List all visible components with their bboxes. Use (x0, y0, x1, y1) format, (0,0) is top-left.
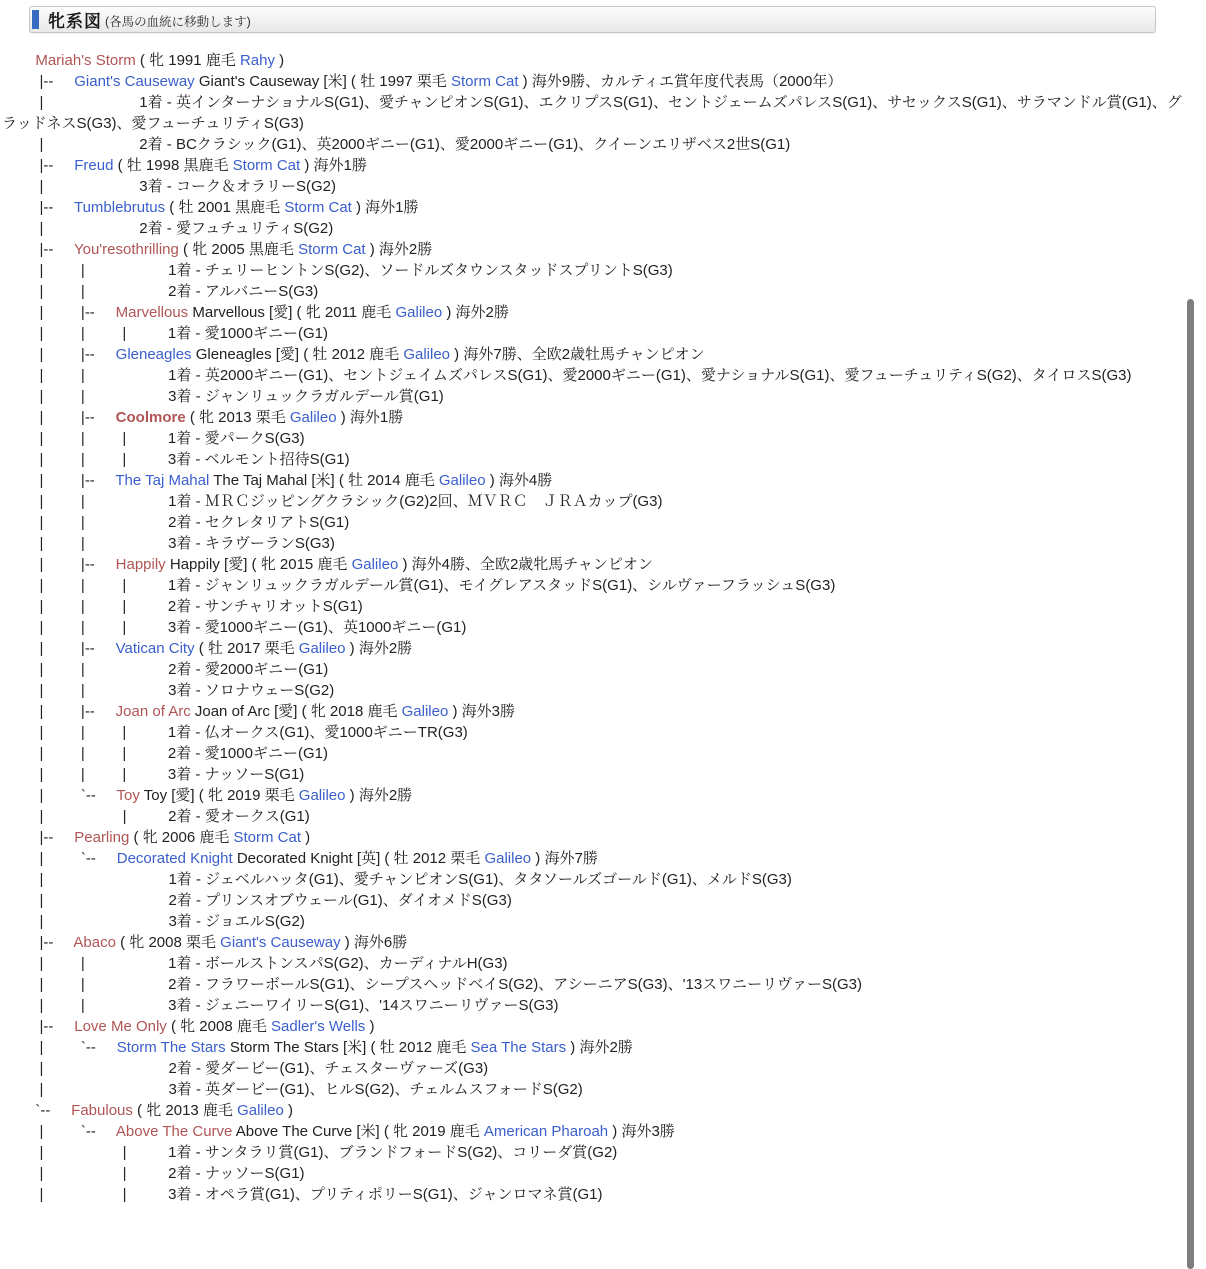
tree-prefix: | (2, 892, 169, 909)
pedigree-line (2, 491, 1184, 512)
line-text: 2着 - ナッソーS(G1) (168, 1165, 305, 1182)
tree-prefix: | | (2, 262, 169, 279)
line-text: Giant's Causeway [米] ( 牡 1997 栗毛 (194, 73, 451, 90)
pedigree-line (2, 218, 1184, 239)
pedigree-line (2, 575, 1184, 596)
line-text: ( 牡 2001 黒鹿毛 (165, 199, 285, 216)
pedigree-line (2, 1016, 1184, 1037)
line-text: ( 牝 2006 鹿毛 (129, 829, 234, 846)
pedigree-line (2, 743, 1184, 764)
line-text: ) 海外2勝 (566, 1039, 633, 1056)
line-text: ) 海外7勝、全欧2歳牡馬チャンピオン (450, 346, 705, 363)
line-text: ) 海外3勝 (608, 1123, 675, 1140)
section-accent-bar (32, 10, 39, 29)
tree-prefix: | |-- (2, 556, 116, 573)
pedigree-line (2, 1037, 1184, 1058)
line-text: 2着 - BCクラシック(G1)、英2000ギニー(G1)、愛2000ギニー(G1)、クイーンエリザベス2世S(G1) (139, 136, 791, 153)
line-text: 2着 - 愛ダービー(G1)、チェスターヴァーズ(G3) (168, 1060, 489, 1077)
section-subtitle: (各馬の血統に移動します) (105, 14, 251, 29)
current-horse-link[interactable]: Coolmore (115, 409, 186, 426)
tree-prefix: | | | (2, 766, 168, 783)
line-text: ) 海外1勝 (351, 199, 419, 216)
bloodline-link[interactable]: Rahy (239, 52, 275, 69)
line-text: ) 海外3勝 (448, 703, 516, 720)
horse-link[interactable]: Joan of Arc (115, 703, 191, 720)
bloodline-link[interactable]: Storm The Stars (116, 1039, 226, 1056)
pedigree-line (2, 911, 1184, 932)
tree-prefix: | | (2, 955, 169, 972)
tree-prefix: | | | (2, 598, 168, 615)
tree-prefix: | (2, 220, 140, 237)
tree-prefix: | | (2, 808, 169, 825)
pedigree-line (2, 302, 1184, 323)
bloodline-link[interactable]: Freud (74, 157, 114, 174)
pedigree-line (2, 680, 1184, 701)
pedigree-line (2, 365, 1184, 386)
tree-prefix: |-- (2, 157, 75, 174)
bloodline-link[interactable]: The Taj Mahal (115, 472, 210, 489)
tree-prefix: | |-- (2, 472, 116, 489)
horse-link[interactable]: Abaco (73, 934, 116, 951)
tree-prefix: |-- (2, 934, 74, 951)
bloodline-link[interactable]: Galileo (395, 304, 443, 321)
pedigree-line (2, 323, 1184, 344)
line-text: ) 海外1勝 (300, 157, 367, 174)
pedigree-line (2, 806, 1184, 827)
line-text: Gleneagles [愛] ( 牡 2012 鹿毛 (191, 346, 404, 363)
horse-link[interactable]: Toy (116, 787, 140, 804)
tree-prefix: | | (2, 367, 169, 384)
tree-prefix: | | | (2, 451, 168, 468)
line-text: ) 海外2勝 (442, 304, 509, 321)
line-text: 1着 - 英インターナショナルS(G1)、愛チャンピオンS(G1)、エクリプスS(G1)、セントジェームズパレスS(G1)、サセックスS(G1)、サラマンドル賞(G1)、グラッドネスS(G3)、愛フューチュリティS(G3) (2, 94, 1182, 132)
tree-prefix: | | (2, 1186, 169, 1203)
line-text: ( 牝 2005 黒鹿毛 (178, 241, 299, 258)
pedigree-line (2, 1142, 1184, 1163)
line-text: 1着 - チェリーヒントンS(G2)、ソードルズタウンスタッドスプリントS(G3) (168, 262, 673, 279)
line-text: ) (283, 1102, 293, 1119)
tree-prefix: |-- (2, 73, 75, 90)
tree-prefix: |-- (2, 1018, 75, 1035)
pedigree-line (2, 260, 1184, 281)
tree-prefix: `-- (2, 1102, 72, 1119)
pedigree-line (2, 533, 1184, 554)
tree-prefix: | (2, 94, 140, 111)
tree-prefix: | (2, 871, 169, 888)
bloodline-link[interactable]: Galileo (403, 346, 451, 363)
line-text: 1着 - 愛パークS(G3) (167, 430, 305, 447)
tree-prefix: | | (2, 682, 169, 699)
bloodline-link[interactable]: Giant's Causeway (220, 934, 341, 951)
tree-prefix: | |-- (2, 304, 116, 321)
line-text: 1着 - 愛1000ギニー(G1) (167, 325, 328, 342)
bloodline-link[interactable]: Decorated Knight (116, 850, 233, 867)
tree-prefix: | (2, 136, 140, 153)
line-text: 1着 - 英2000ギニー(G1)、セントジェイムズパレスS(G1)、愛2000ギニー(G1)、愛ナショナルS(G1)、愛フューチュリティS(G2)、タイロスS(G3) (168, 367, 1132, 384)
tree-prefix: | | (2, 661, 169, 678)
pedigree-line (2, 785, 1184, 806)
tree-prefix: | | (2, 283, 169, 300)
line-text: 2着 - アルバニーS(G3) (168, 283, 319, 300)
line-text: ) 海外4勝 (485, 472, 553, 489)
line-text: ) 海外4勝、全欧2歳牝馬チャンピオン (398, 556, 653, 573)
line-text: ) 海外6勝 (340, 934, 408, 951)
scrollbar-thumb[interactable] (1187, 299, 1194, 1269)
bloodline-link[interactable]: Tumblebrutus (73, 199, 166, 216)
pedigree-line (2, 932, 1184, 953)
line-text: ( 牝 2013 栗毛 (185, 409, 290, 426)
bloodline-link[interactable]: Galileo (438, 472, 486, 489)
bloodline-link[interactable]: Galileo (237, 1102, 284, 1119)
pedigree-line (2, 1163, 1184, 1184)
line-text: 3着 - 愛1000ギニー(G1)、英1000ギニー(G1) (167, 619, 467, 636)
line-text: ) (365, 1018, 375, 1035)
bloodline-link[interactable]: Galileo (298, 787, 346, 804)
pedigree-line (2, 407, 1184, 428)
horse-link[interactable]: Pearling (74, 829, 130, 846)
line-text: Joan of Arc [愛] ( 牝 2018 鹿毛 (190, 703, 402, 720)
section-header (29, 6, 1156, 33)
pedigree-line (2, 428, 1184, 449)
tree-prefix: | | (2, 1144, 169, 1161)
line-text: 3着 - 英ダービー(G1)、ヒルS(G2)、チェルムスフォードS(G2) (168, 1081, 583, 1098)
horse-link[interactable]: Mariah's Storm (35, 52, 136, 69)
line-text: 3着 - ジャンリュックラガルデール賞(G1) (168, 388, 444, 405)
pedigree-line (2, 344, 1184, 365)
tree-prefix: | | (2, 997, 169, 1014)
tree-prefix: | `-- (2, 787, 117, 804)
bloodline-link[interactable]: Sadler's Wells (271, 1018, 366, 1035)
tree-prefix: | | | (2, 430, 168, 447)
tree-prefix: | | (2, 535, 169, 552)
tree-prefix: | `-- (2, 1123, 116, 1140)
tree-prefix: |-- (2, 199, 74, 216)
pedigree-line (2, 827, 1184, 848)
tree-prefix: | (2, 913, 169, 930)
tree-prefix: | |-- (2, 640, 116, 657)
pedigree-line (2, 974, 1184, 995)
line-text: ( 牡 2017 栗毛 (194, 640, 299, 657)
pedigree-line (2, 995, 1184, 1016)
bloodline-link[interactable]: Storm Cat (298, 241, 366, 258)
bloodline-link[interactable]: Sea The Stars (470, 1039, 567, 1056)
tree-prefix: | |-- (2, 703, 116, 720)
pedigree-line (2, 1058, 1184, 1079)
pedigree-line (2, 449, 1184, 470)
bloodline-link[interactable]: Galileo (401, 703, 449, 720)
pedigree-line (2, 848, 1184, 869)
bloodline-link[interactable]: Giant's Causeway (74, 73, 195, 90)
pedigree-line (2, 701, 1184, 722)
horse-link[interactable]: Fabulous (71, 1102, 133, 1119)
pedigree-line (2, 596, 1184, 617)
section-title: 牝系図 (48, 12, 102, 31)
line-text: ( 牝 1991 鹿毛 (135, 52, 240, 69)
bloodline-link[interactable]: Storm Cat (233, 829, 302, 846)
tree-prefix: | `-- (2, 850, 117, 867)
pedigree-line (2, 470, 1184, 491)
pedigree-line (2, 764, 1184, 785)
bloodline-link[interactable]: Vatican City (115, 640, 195, 657)
line-text: 2着 - サンチャリオットS(G1) (167, 598, 363, 615)
tree-prefix: | | | (2, 745, 168, 762)
tree-prefix: | | | (2, 577, 168, 594)
line-text: 2着 - フラワーボールS(G1)、シープスヘッドベイS(G2)、アシーニアS(G3)、'13スワニーリヴァーS(G3) (168, 976, 863, 993)
pedigree-line (2, 239, 1184, 260)
pedigree-line (2, 155, 1184, 176)
pedigree-line (2, 953, 1184, 974)
line-text: 2着 - プリンスオブウェール(G1)、ダイオメドS(G3) (168, 892, 512, 909)
pedigree-line (2, 386, 1184, 407)
bloodline-link[interactable]: Galileo (298, 640, 346, 657)
bloodline-link[interactable]: Galileo (289, 409, 337, 426)
line-text: 1着 - ジャンリュックラガルデール賞(G1)、モイグレアスタッドS(G1)、シルヴァーフラッシュS(G3) (167, 577, 836, 594)
tree-prefix: | | | (2, 619, 168, 636)
tree-prefix (2, 52, 35, 69)
line-text: 1着 - 仏オークス(G1)、愛1000ギニーTR(G3) (167, 724, 468, 741)
pedigree-line (2, 50, 1184, 71)
tree-prefix: | | (2, 976, 169, 993)
pedigree-line (2, 281, 1184, 302)
line-text: 1着 - ＭＲＣジッピングクラシック(G2)2回、ＭＶＲＣ ＪＲＡカップ(G3) (168, 493, 663, 510)
horse-link[interactable]: Love Me Only (74, 1018, 167, 1035)
pedigree-line (2, 1121, 1184, 1142)
line-text: The Taj Mahal [米] ( 牡 2014 鹿毛 (209, 472, 439, 489)
tree-prefix: | `-- (2, 1039, 117, 1056)
bloodline-link[interactable]: Galileo (351, 556, 399, 573)
line-text: ) 海外2勝 (345, 640, 413, 657)
line-text: 3着 - ナッソーS(G1) (167, 766, 305, 783)
tree-prefix: | | (2, 1165, 169, 1182)
line-text: ) 海外7勝 (531, 850, 598, 867)
line-text: 3着 - キラヴーランS(G3) (168, 535, 335, 552)
line-text: ( 牝 2008 鹿毛 (166, 1018, 271, 1035)
tree-prefix: |-- (2, 829, 75, 846)
pedigree-line (2, 512, 1184, 533)
line-text: 2着 - 愛1000ギニー(G1) (167, 745, 328, 762)
line-text: ) (274, 52, 285, 69)
line-text: 1着 - ボールストンスパS(G2)、カーディナルH(G3) (168, 955, 508, 972)
line-text: 2着 - 愛フュチュリティS(G2) (139, 220, 334, 237)
line-text: Happily [愛] ( 牝 2015 鹿毛 (165, 556, 352, 573)
line-text: ) 海外1勝 (336, 409, 404, 426)
line-text: ( 牡 1998 黒鹿毛 (113, 157, 233, 174)
tree-prefix: | (2, 178, 140, 195)
pedigree-line (2, 554, 1184, 575)
line-text: Decorated Knight [英] ( 牡 2012 栗毛 (232, 850, 485, 867)
tree-prefix: | |-- (2, 346, 116, 363)
pedigree-line (2, 134, 1184, 155)
line-text: ) 海外2勝 (345, 787, 413, 804)
tree-prefix: | | | (2, 325, 168, 342)
line-text: 3着 - ベルモント招待S(G1) (167, 451, 350, 468)
tree-prefix: | (2, 1060, 169, 1077)
pedigree-line (2, 638, 1184, 659)
bloodline-link[interactable]: Galileo (484, 850, 532, 867)
tree-prefix: | | (2, 388, 169, 405)
line-text: 3着 - ソロナウェーS(G2) (168, 682, 335, 699)
tree-prefix: | (2, 1081, 169, 1098)
horse-link[interactable]: Marvellous (115, 304, 189, 321)
pedigree-line (2, 176, 1184, 197)
bloodline-link[interactable]: Storm Cat (450, 73, 519, 90)
pedigree-line (2, 722, 1184, 743)
horse-link[interactable]: Happily (115, 556, 166, 573)
tree-prefix: | | | (2, 724, 168, 741)
line-text: ) 海外9勝、カルティエ賞年度代表馬（2000年） (518, 73, 843, 90)
bloodline-link[interactable]: Gleneagles (115, 346, 192, 363)
horse-link[interactable]: Above The Curve (115, 1123, 233, 1140)
tree-prefix: | |-- (2, 409, 116, 426)
line-text: 2着 - 愛2000ギニー(G1) (168, 661, 329, 678)
line-text: Toy [愛] ( 牝 2019 栗毛 (139, 787, 299, 804)
line-text: 1着 - ジェベルハッタ(G1)、愛チャンピオンS(G1)、タタソールズゴールド(G1)、メルドS(G3) (168, 871, 792, 888)
pedigree-line (2, 869, 1184, 890)
line-text: Storm The Stars [米] ( 牡 2012 鹿毛 (225, 1039, 471, 1056)
pedigree-line (2, 617, 1184, 638)
bloodline-link[interactable]: Storm Cat (232, 157, 301, 174)
bloodline-link[interactable]: American Pharoah (483, 1123, 609, 1140)
tree-prefix: | | (2, 514, 169, 531)
tree-prefix: | | (2, 493, 169, 510)
line-text: 3着 - ジェニーワイリーS(G1)、'14スワニーリヴァーS(G3) (168, 997, 559, 1014)
line-text: ( 牝 2008 栗毛 (115, 934, 221, 951)
line-text: 3着 - オペラ賞(G1)、プリティポリーS(G1)、ジャンロマネ賞(G1) (168, 1186, 603, 1203)
tree-prefix: |-- (2, 241, 74, 258)
line-text: 3着 - ジョエルS(G2) (168, 913, 305, 930)
pedigree-line (2, 890, 1184, 911)
line-text: 2着 - 愛オークス(G1) (168, 808, 310, 825)
pedigree-line (2, 197, 1184, 218)
pedigree-line (2, 92, 1184, 134)
pedigree-line (2, 71, 1184, 92)
line-text: 1着 - サンタラリ賞(G1)、ブランドフォードS(G2)、コリーダ賞(G2) (168, 1144, 618, 1161)
line-text: 3着 - コーク＆オラリーS(G2) (139, 178, 336, 195)
line-text: Above The Curve [米] ( 牝 2019 鹿毛 (232, 1123, 484, 1140)
line-text: ( 牝 2013 鹿毛 (132, 1102, 238, 1119)
bloodline-link[interactable]: Storm Cat (284, 199, 352, 216)
pedigree-line (2, 659, 1184, 680)
line-text: Marvellous [愛] ( 牝 2011 鹿毛 (188, 304, 396, 321)
line-text: ) 海外2勝 (365, 241, 433, 258)
pedigree-line (2, 1184, 1184, 1205)
pedigree-line (2, 1100, 1184, 1121)
pedigree-tree (0, 50, 1206, 1205)
horse-link[interactable]: You'resothrilling (73, 241, 179, 258)
line-text: ) (301, 829, 311, 846)
line-text: 2着 - セクレタリアトS(G1) (168, 514, 350, 531)
pedigree-line (2, 1079, 1184, 1100)
